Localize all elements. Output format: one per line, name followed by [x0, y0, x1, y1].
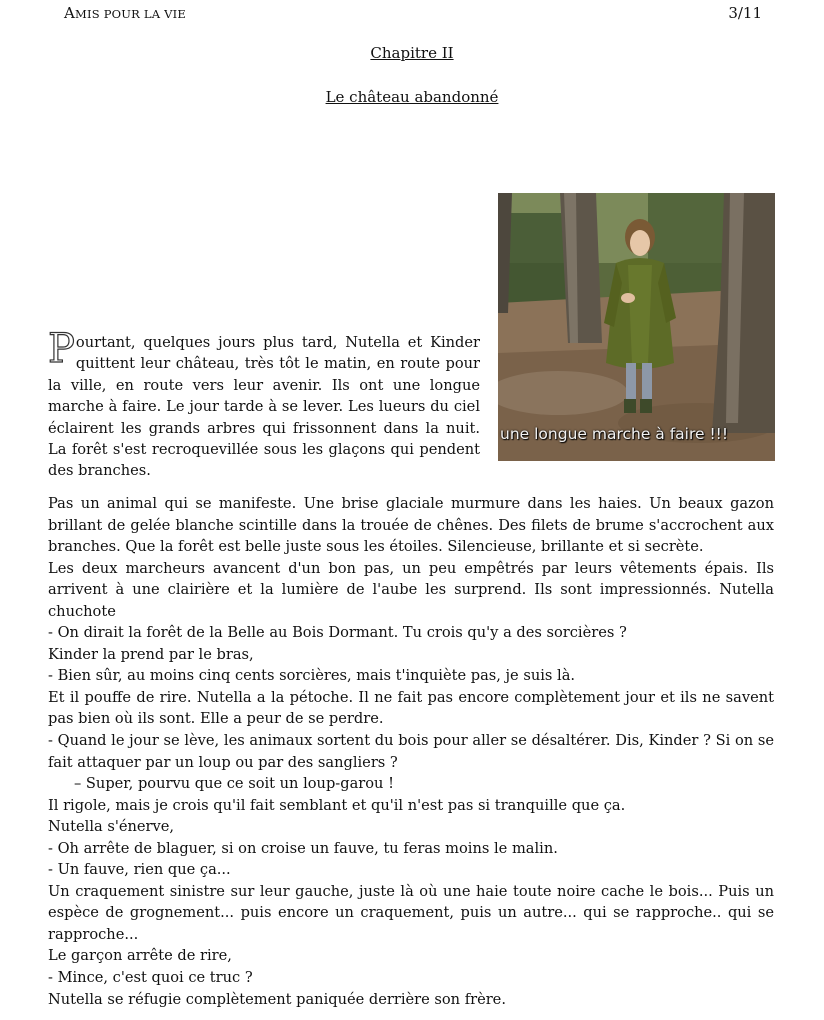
dialogue-line: - Quand le jour se lève, les animaux sortent du bois pour aller se désaltérer. Dis, Kinder ? Si on se fait attaquer par un loup ou par des sangliers ? — [48, 732, 774, 771]
paragraph: Il rigole, mais je crois qu'il fait semblant et qu'il n'est pas si tranquille que ça. — [48, 796, 626, 814]
paragraph: Kinder la prend par le bras, — [48, 645, 254, 663]
paragraph: Et il pouffe de rire. Nutella a la pétoche. Il ne fait pas encore complètement jour et ils ne savent pas bien où ils sont. Elle a peur de se perdre. — [48, 688, 774, 728]
paragraph: Le garçon arrête de rire, — [48, 947, 232, 965]
paragraph: Un craquement sinistre sur leur gauche, juste là où une haie toute noire cache le bois... Puis un espèce de grognement... puis encore un craquement, puis un autre... qui se rapproche.. qui se rapproche... — [48, 882, 774, 943]
paragraph: Nutella se réfugie complètement paniquée derrière son frère. — [48, 990, 506, 1008]
paragraph: Pas un animal qui se manifeste. Une brise glaciale murmure dans les haies. Un beaux gazon brillant de gelée blanche scintille dans la trouée de chênes. Des filets de brume s'accrochent aux branches. Que la forêt est belle juste sous les étoiles. Silencieuse, brillante et si secrète. — [48, 495, 774, 556]
dialogue-line: - On dirait la forêt de la Belle au Bois Dormant. Tu crois qu'y a des sorcières ? — [48, 624, 627, 642]
dialogue-line: – Super, pourvu que ce soit un loup-garou ! — [74, 775, 394, 793]
running-header-title: AMIS POUR LA VIE — [64, 4, 186, 22]
photo-caption: une longue marche à faire !!! — [500, 425, 729, 443]
chapter-subtitle: Le château abandonné — [325, 88, 499, 106]
opening-paragraph-text: ourtant, quelques jours plus tard, Nutella et Kinder quittent leur château, très tôt le matin, en route pour la ville, en route vers leur avenir. Ils ont une longue marche à faire. Le jour tarde à se lever. Les lueurs du ciel éclairent les grands arbres qui frissonnent dans la nuit. La forêt s'est recroquevillée sous les glaçons qui pendent des branches. — [48, 334, 480, 480]
dialogue-line: - Un fauve, rien que ça... — [48, 861, 231, 879]
story-body — [48, 493, 774, 1010]
drop-cap: P — [48, 326, 75, 372]
dialogue-line: - Oh arrête de blaguer, si on croise un fauve, tu feras moins le malin. — [48, 839, 558, 857]
forest-photo — [498, 193, 775, 461]
photo-illustration — [498, 193, 775, 461]
opening-paragraph — [48, 326, 480, 482]
dialogue-line: - Bien sûr, au moins cinq cents sorcières, mais t'inquiète pas, je suis là. — [48, 667, 576, 685]
chapter-title: Chapitre II — [370, 44, 454, 62]
dialogue-line: - Mince, c'est quoi ce truc ? — [48, 969, 253, 987]
paragraph: Nutella s'énerve, — [48, 818, 175, 836]
paragraph: Les deux marcheurs avancent d'un bon pas, un peu empêtrés par leurs vêtements épais. Ils arrivent à une clairière et la lumière de l'aube les surprend. Ils sont impressionnés. Nutella chuchote — [48, 559, 774, 620]
page-number: 3/11 — [728, 4, 762, 22]
